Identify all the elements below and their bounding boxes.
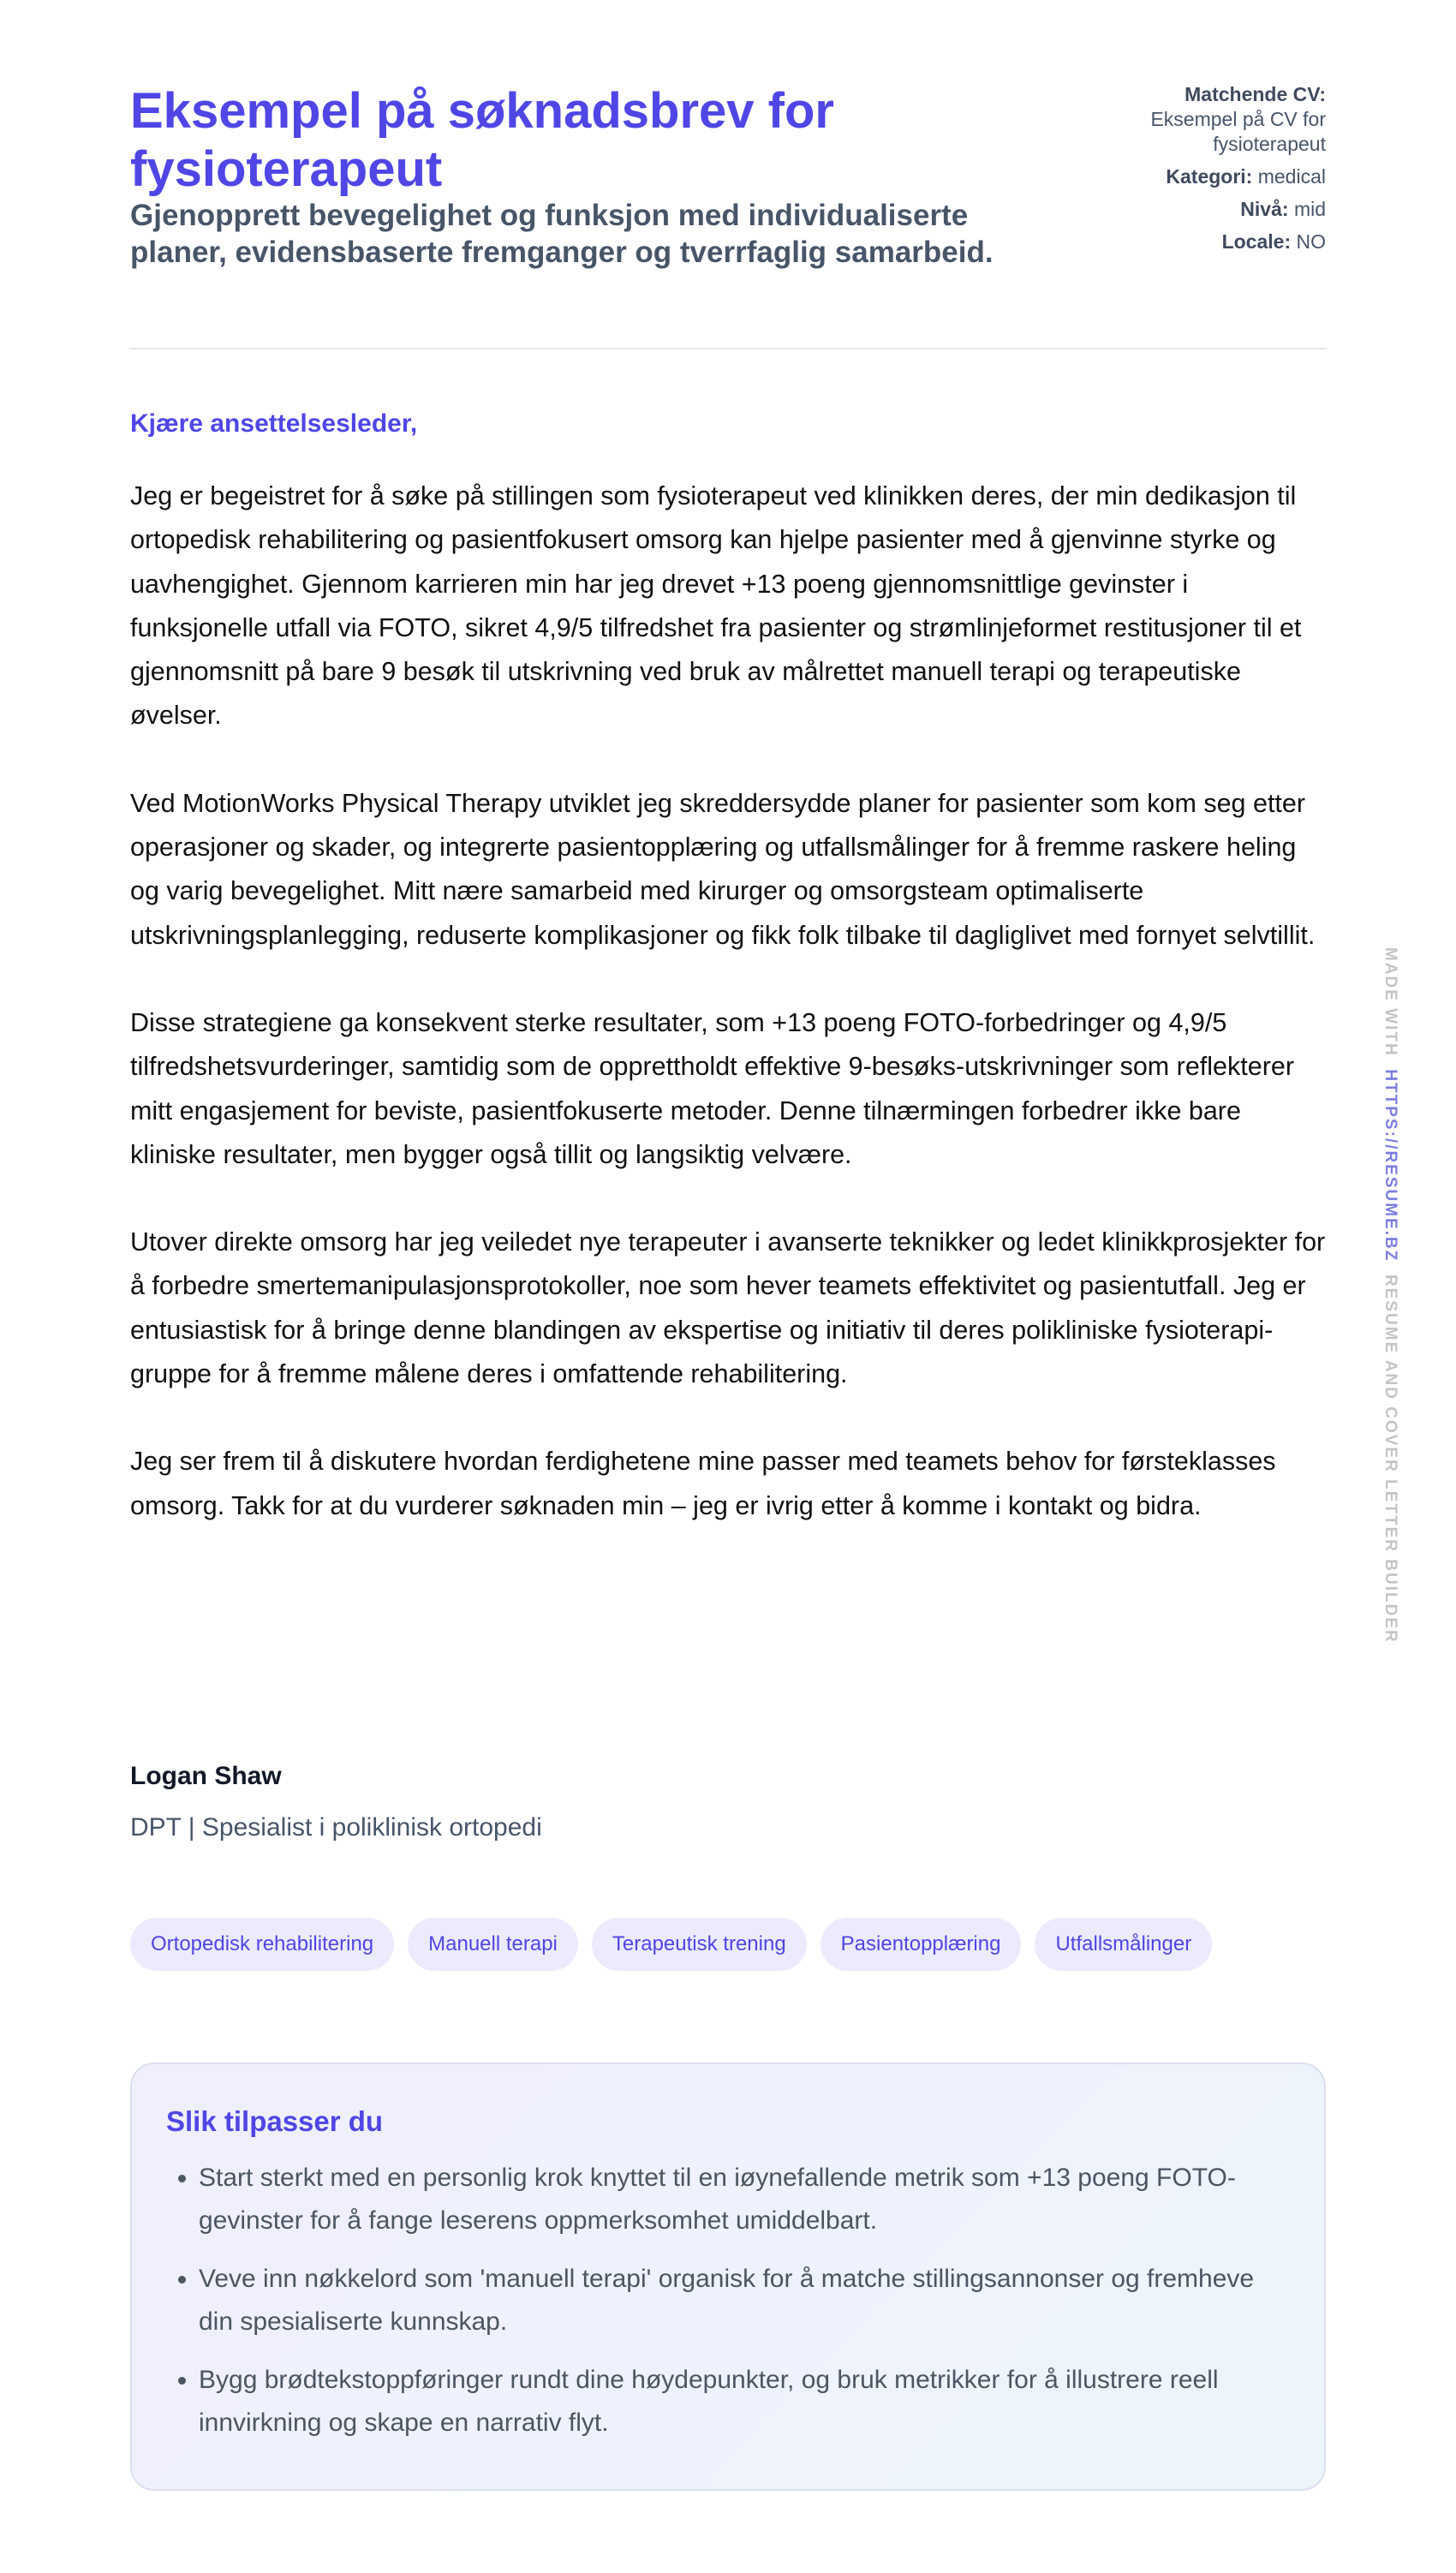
- tag: Pasientopplæring: [820, 1918, 1022, 1971]
- signer-title: DPT | Spesialist i poliklinisk ortopedi: [130, 1813, 542, 1842]
- paragraph: Jeg er begeistret for å søke på stillingen som fysioterapeut ved klinikken deres, der min dedikasjon til ortopedisk rehabilitering og pasientfokusert omsorg kan hjelpe pasienter med å gjenvinne styrke og uavhengighet. Gjennom karrieren min har jeg drevet +13 poeng gjennomsnittlige gevinster i funksjonelle utfall via FOTO, sikret 4,9/5 tilfredshet fra pasienter og strømlinjeformet restitusjoner til et gjennomsnitt på bare 9 besøk til utskrivning ved bruk av målrettet manuell terapi og terapeutiske øvelser.: [130, 481, 1302, 731]
- meta-info: [1069, 82, 1326, 262]
- tag: Ortopedisk rehabilitering: [130, 1918, 394, 1971]
- tip-item: • Veve inn nøkkelord som 'manuell terapi' organisk for å matche stillingsannonser og fremheve din spesialiserte kunnskap.: [199, 2258, 1290, 2343]
- level-label: Nivå:: [1240, 198, 1289, 220]
- cv-link[interactable]: Eksempel på CV for fysioterapeut: [1150, 108, 1326, 155]
- locale-label: Locale:: [1221, 230, 1292, 253]
- paragraph: Utover direkte omsorg har jeg veiledet nye terapeuter i avanserte teknikker og ledet klinikkprosjekter for å forbedre smertemanipulasjonsprotokoller, noe som hever teamets effektivitet og pasientutfall. Jeg er entusiastisk for å bringe denne blandingen av ekspertise og initiativ til deres polikliniske fysioterapi-gruppe for å fremme målene deres i omfattende rehabilitering.: [130, 1227, 1326, 1389]
- tag: Utfallsmålinger: [1035, 1918, 1212, 1971]
- paragraph: Jeg ser frem til å diskutere hvordan ferdighetene mine passer med teamets behov for førsteklasses omsorg. Takk for at du vurderer søknaden min – jeg er ivrig etter å komme i kontakt og bidra.: [130, 1447, 1276, 1520]
- locale-value: NO: [1296, 230, 1326, 253]
- cover-letter: [130, 0, 1326, 2437]
- signature: [130, 1756, 542, 1848]
- tips-box: [130, 2063, 1326, 2491]
- watermark-suffix: RESUME AND COVER LETTER BUILDER: [1381, 1274, 1399, 1644]
- tip-item: • Start sterkt med en personlig krok knyttet til en iøynefallende metrik som +13 poeng FOTO-gevinster for å fange leserens oppmerksomhet umiddelbart.: [199, 2157, 1290, 2242]
- watermark-prefix: MADE WITH: [1381, 947, 1399, 1057]
- tips-heading: Slik tilpasser du: [166, 2105, 384, 2137]
- tag: Manuell terapi: [408, 1918, 578, 1971]
- watermark: [1381, 947, 1399, 1644]
- cv-label: Matchende CV:: [1184, 83, 1326, 105]
- signer-name: Logan Shaw: [130, 1762, 282, 1790]
- watermark-link[interactable]: HTTPS://RESUME.BZ: [1381, 1069, 1399, 1263]
- page-title: Eksempel på søknadsbrev for fysioterapeut: [130, 83, 834, 197]
- level-value: mid: [1293, 198, 1326, 220]
- category-label: Kategori:: [1166, 165, 1253, 188]
- header: [130, 0, 1326, 349]
- tag: Terapeutisk trening: [592, 1918, 807, 1971]
- greeting: Kjære ansettelsesleder,: [130, 409, 418, 438]
- page-subtitle: Gjenopprett bevegelighet og funksjon med individualiserte planer, evidensbaserte fremganger og tverrfaglig samarbeid.: [130, 199, 994, 269]
- skill-tags: [130, 1918, 1212, 1971]
- paragraph: Disse strategiene ga konsekvent sterke resultater, som +13 poeng FOTO-forbedringer og 4,9/5 tilfredshetsvurderinger, samtidig som de opprettholdt effektive 9-besøks-utskrivninger som reflekterer mitt engasjement for beviste, pasientfokuserte metoder. Denne tilnærmingen forbedrer ikke bare kliniske resultater, men bygger også tillit og langsiktig velvære.: [130, 1007, 1294, 1169]
- paragraph: Ved MotionWorks Physical Therapy utviklet jeg skreddersydde planer for pasienter som kom seg etter operasjoner og skader, og integrerte pasientopplæring og utfallsmålinger for å fremme raskere heling og varig bevegelighet. Mitt nære samarbeid med kirurger og omsorgsteam optimaliserte utskrivningsplanlegging, reduserte komplikasjoner og fikk folk tilbake til dagliglivet med fornyet selvtillit.: [130, 788, 1316, 950]
- category-value: medical: [1257, 165, 1326, 188]
- letter-body: [130, 475, 1326, 1572]
- tip-item: • Bygg brødtekstoppføringer rundt dine høydepunkter, og bruk metrikker for å illustrere reell innvirkning og skape en narrativ flyt.: [199, 2359, 1290, 2445]
